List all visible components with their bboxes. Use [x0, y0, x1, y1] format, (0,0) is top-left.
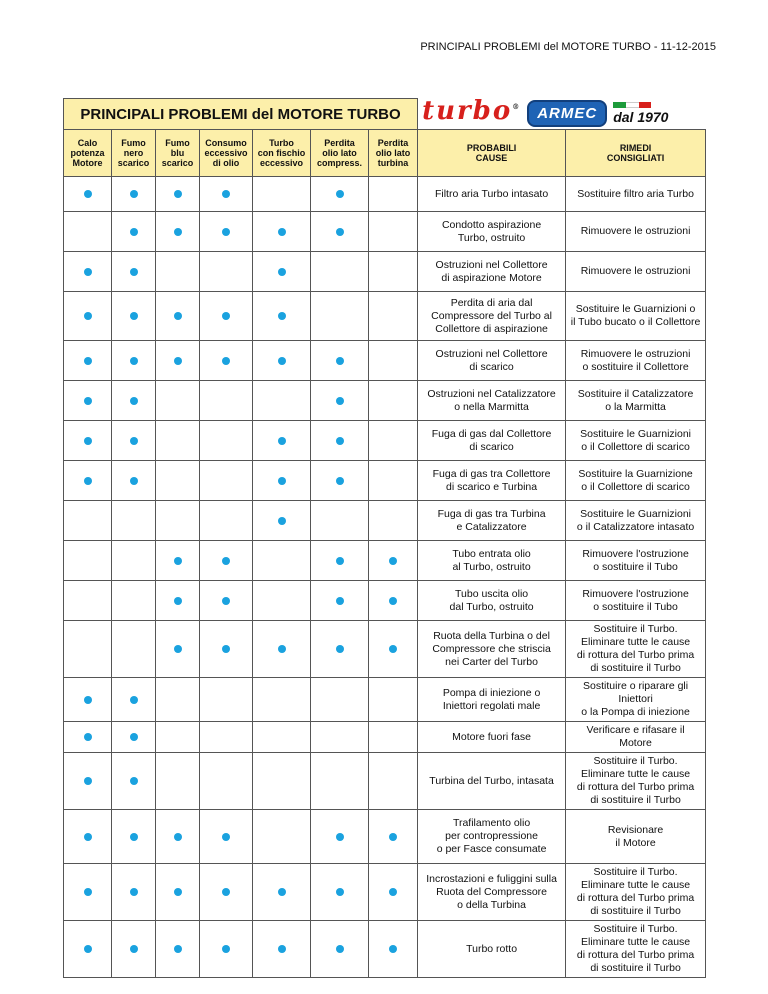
symptom-cell: [64, 252, 112, 292]
symptom-dot-icon: [222, 557, 230, 565]
symptom-dot-icon: [389, 597, 397, 605]
symptom-cell: [253, 921, 311, 978]
table-row: [64, 461, 706, 501]
symptom-cell: [156, 722, 200, 753]
symptom-dot-icon: [174, 833, 182, 841]
symptom-cell: [253, 461, 311, 501]
remedy-cell: Verificare e rifasare il Motore: [566, 722, 706, 753]
symptom-cell: [253, 212, 311, 252]
remedy-cell: Rimuovere l'ostruzione o sostituire il Tubo: [566, 581, 706, 621]
symptom-cell: [200, 864, 253, 921]
page-header: PRINCIPALI PROBLEMI del MOTORE TURBO - 11-12-2015: [420, 41, 716, 53]
symptom-cell: [156, 753, 200, 810]
symptom-cell: [200, 921, 253, 978]
symptom-cell: [253, 341, 311, 381]
symptom-cell: [112, 212, 156, 252]
symptom-dot-icon: [84, 696, 92, 704]
symptom-cell: [112, 292, 156, 341]
cause-cell: Fuga di gas dal Collettore di scarico: [418, 421, 566, 461]
symptom-header: Turbo con fischio eccessivo: [253, 130, 311, 177]
remedy-cell: Sostituire il Catalizzatore o la Marmitta: [566, 381, 706, 421]
cause-cell: Condotto aspirazione Turbo, ostruito: [418, 212, 566, 252]
symptom-dot-icon: [222, 190, 230, 198]
symptom-dot-icon: [222, 312, 230, 320]
symptom-dot-icon: [336, 477, 344, 485]
symptom-dot-icon: [130, 268, 138, 276]
symptom-dot-icon: [130, 397, 138, 405]
symptom-cell: [253, 421, 311, 461]
cause-cell: Turbina del Turbo, intasata: [418, 753, 566, 810]
cause-cell: Motore fuori fase: [418, 722, 566, 753]
symptom-dot-icon: [278, 357, 286, 365]
symptom-dot-icon: [222, 888, 230, 896]
symptom-cell: [64, 341, 112, 381]
symptom-cell: [311, 501, 369, 541]
symptom-dot-icon: [389, 557, 397, 565]
symptom-dot-icon: [278, 228, 286, 236]
symptom-cell: [311, 461, 369, 501]
symptom-cell: [64, 753, 112, 810]
symptom-cell: [369, 621, 418, 678]
symptom-cell: [156, 421, 200, 461]
symptom-dot-icon: [130, 477, 138, 485]
symptom-dot-icon: [389, 945, 397, 953]
symptom-cell: [64, 810, 112, 864]
symptom-cell: [311, 921, 369, 978]
cause-cell: Ostruzioni nel Catalizzatore o nella Marmitta: [418, 381, 566, 421]
remedy-cell: Rimuovere le ostruzioni: [566, 252, 706, 292]
symptom-cell: [311, 212, 369, 252]
symptom-cell: [64, 581, 112, 621]
symptom-cell: [200, 341, 253, 381]
cause-cell: Turbo rotto: [418, 921, 566, 978]
symptom-dot-icon: [222, 357, 230, 365]
symptom-dot-icon: [278, 312, 286, 320]
symptom-cell: [369, 541, 418, 581]
symptom-cell: [369, 810, 418, 864]
symptom-cell: [311, 621, 369, 678]
symptom-cell: [253, 177, 311, 212]
symptom-cell: [156, 292, 200, 341]
symptom-dot-icon: [278, 437, 286, 445]
symptom-cell: [369, 252, 418, 292]
symptom-dot-icon: [130, 888, 138, 896]
symptom-cell: [64, 421, 112, 461]
symptom-dot-icon: [336, 557, 344, 565]
symptom-dot-icon: [84, 777, 92, 785]
symptom-dot-icon: [84, 945, 92, 953]
symptom-dot-icon: [336, 645, 344, 653]
symptom-dot-icon: [174, 557, 182, 565]
symptom-dot-icon: [130, 312, 138, 320]
remedy-cell: Sostituire filtro aria Turbo: [566, 177, 706, 212]
symptom-dot-icon: [174, 312, 182, 320]
remedy-cell: Revisionare il Motore: [566, 810, 706, 864]
table-row: [64, 252, 706, 292]
symptom-dot-icon: [84, 397, 92, 405]
symptom-cell: [112, 381, 156, 421]
symptom-cell: [311, 341, 369, 381]
remedy-cell: Sostituire la Guarnizione o il Collettore di scarico: [566, 461, 706, 501]
symptom-cell: [253, 581, 311, 621]
table-row: [64, 421, 706, 461]
symptom-dot-icon: [336, 397, 344, 405]
symptom-cell: [112, 753, 156, 810]
symptom-cell: [112, 252, 156, 292]
symptom-dot-icon: [278, 888, 286, 896]
symptom-cell: [369, 177, 418, 212]
table-row: [64, 864, 706, 921]
symptom-cell: [156, 381, 200, 421]
remedy-cell: Rimuovere le ostruzioni: [566, 212, 706, 252]
symptom-cell: [369, 722, 418, 753]
symptom-dot-icon: [222, 645, 230, 653]
symptom-cell: [200, 292, 253, 341]
remedy-header: RIMEDI CONSIGLIATI: [566, 130, 706, 177]
symptom-dot-icon: [174, 945, 182, 953]
symptom-cell: [200, 501, 253, 541]
armec-logo: ARMEC: [527, 100, 607, 127]
symptom-cell: [64, 212, 112, 252]
cause-cell: Pompa di iniezione o Iniettori regolati male: [418, 678, 566, 722]
turbo-logo: turbo®: [422, 95, 522, 126]
symptom-cell: [369, 292, 418, 341]
symptom-dot-icon: [84, 190, 92, 198]
symptom-dot-icon: [130, 777, 138, 785]
cause-cell: Trafilamento olio per contropressione o per Fasce consumate: [418, 810, 566, 864]
symptom-cell: [200, 581, 253, 621]
remedy-cell: Sostituire o riparare gli Iniettori o la Pompa di iniezione: [566, 678, 706, 722]
symptom-cell: [156, 921, 200, 978]
symptom-cell: [156, 461, 200, 501]
cause-cell: Filtro aria Turbo intasato: [418, 177, 566, 212]
symptom-dot-icon: [336, 190, 344, 198]
symptom-cell: [156, 252, 200, 292]
symptom-dot-icon: [336, 437, 344, 445]
symptom-cell: [369, 581, 418, 621]
symptom-header: Calo potenza Motore: [64, 130, 112, 177]
symptom-cell: [369, 678, 418, 722]
table-row: [64, 678, 706, 722]
symptom-cell: [112, 921, 156, 978]
symptom-dot-icon: [84, 833, 92, 841]
symptom-dot-icon: [336, 357, 344, 365]
symptom-cell: [64, 292, 112, 341]
symptom-cell: [200, 678, 253, 722]
symptom-cell: [369, 341, 418, 381]
symptom-cell: [311, 581, 369, 621]
symptom-cell: [64, 921, 112, 978]
symptom-dot-icon: [336, 888, 344, 896]
table-row: [64, 753, 706, 810]
symptom-cell: [253, 864, 311, 921]
symptom-cell: [200, 381, 253, 421]
symptom-cell: [253, 381, 311, 421]
cause-cell: Tubo uscita olio dal Turbo, ostruito: [418, 581, 566, 621]
symptom-cell: [369, 921, 418, 978]
table-row: [64, 722, 706, 753]
symptom-dot-icon: [130, 945, 138, 953]
cause-cell: Incrostazioni e fuliggini sulla Ruota del Compressore o della Turbina: [418, 864, 566, 921]
troubleshooting-table: [63, 95, 706, 978]
symptom-header: Perdita olio lato compress.: [311, 130, 369, 177]
symptom-dot-icon: [84, 312, 92, 320]
symptom-cell: [311, 541, 369, 581]
table-row: [64, 921, 706, 978]
symptom-cell: [369, 753, 418, 810]
symptom-cell: [200, 177, 253, 212]
symptom-cell: [311, 864, 369, 921]
symptom-cell: [156, 212, 200, 252]
symptom-dot-icon: [278, 268, 286, 276]
remedy-cell: Sostituire le Guarnizioni o il Tubo bucato o il Collettore: [566, 292, 706, 341]
symptom-dot-icon: [278, 477, 286, 485]
symptom-dot-icon: [84, 357, 92, 365]
symptom-cell: [112, 421, 156, 461]
symptom-cell: [112, 678, 156, 722]
symptom-dot-icon: [84, 477, 92, 485]
table-title: PRINCIPALI PROBLEMI del MOTORE TURBO: [64, 99, 418, 130]
symptom-dot-icon: [130, 357, 138, 365]
symptom-cell: [112, 177, 156, 212]
symptom-dot-icon: [84, 268, 92, 276]
symptom-cell: [200, 810, 253, 864]
symptom-dot-icon: [222, 945, 230, 953]
cause-cell: Tubo entrata olio al Turbo, ostruito: [418, 541, 566, 581]
symptom-dot-icon: [174, 357, 182, 365]
symptom-cell: [253, 252, 311, 292]
table-row: [64, 177, 706, 212]
symptom-cell: [200, 541, 253, 581]
symptom-dot-icon: [389, 645, 397, 653]
table-row: [64, 621, 706, 678]
cause-cell: Ruota della Turbina o del Compressore che striscia nei Carter del Turbo: [418, 621, 566, 678]
symptom-dot-icon: [84, 733, 92, 741]
table-row: [64, 501, 706, 541]
symptom-cell: [253, 753, 311, 810]
symptom-cell: [112, 341, 156, 381]
table-body: [64, 177, 706, 978]
symptom-dot-icon: [278, 645, 286, 653]
symptom-cell: [200, 421, 253, 461]
symptom-cell: [64, 461, 112, 501]
symptom-cell: [369, 212, 418, 252]
symptom-header: Consumo eccessivo di olio: [200, 130, 253, 177]
symptom-dot-icon: [336, 833, 344, 841]
remedy-cell: Sostituire le Guarnizioni o il Collettore di scarico: [566, 421, 706, 461]
symptom-cell: [369, 421, 418, 461]
symptom-cell: [112, 581, 156, 621]
since-text: dal 1970: [613, 109, 669, 126]
symptom-cell: [253, 541, 311, 581]
symptom-cell: [200, 753, 253, 810]
symptom-cell: [253, 810, 311, 864]
symptom-dot-icon: [278, 945, 286, 953]
symptom-cell: [200, 252, 253, 292]
symptom-dot-icon: [174, 228, 182, 236]
symptom-cell: [112, 501, 156, 541]
symptom-dot-icon: [174, 190, 182, 198]
table-row: [64, 341, 706, 381]
symptom-cell: [311, 421, 369, 461]
cause-cell: Ostruzioni nel Collettore di scarico: [418, 341, 566, 381]
remedy-cell: Sostituire il Turbo. Eliminare tutte le cause di rottura del Turbo prima di sostituire il Turbo: [566, 753, 706, 810]
cause-cell: Perdita di aria dal Compressore del Turbo al Collettore di aspirazione: [418, 292, 566, 341]
symptom-cell: [156, 541, 200, 581]
cause-header: PROBABILI CAUSE: [418, 130, 566, 177]
remedy-cell: Sostituire il Turbo. Eliminare tutte le cause di rottura del Turbo prima di sostituire il Turbo: [566, 621, 706, 678]
symptom-cell: [112, 864, 156, 921]
symptom-dot-icon: [389, 833, 397, 841]
symptom-cell: [112, 461, 156, 501]
symptom-cell: [311, 177, 369, 212]
symptom-dot-icon: [222, 833, 230, 841]
symptom-header: Fumo blu scarico: [156, 130, 200, 177]
symptom-cell: [64, 864, 112, 921]
symptom-cell: [112, 621, 156, 678]
symptom-dot-icon: [130, 696, 138, 704]
symptom-cell: [64, 381, 112, 421]
symptom-dot-icon: [130, 228, 138, 236]
remedy-cell: Sostituire il Turbo. Eliminare tutte le cause di rottura del Turbo prima di sostituire il Turbo: [566, 864, 706, 921]
symptom-dot-icon: [130, 733, 138, 741]
troubleshooting-table-wrapper: [63, 95, 705, 978]
symptom-cell: [311, 722, 369, 753]
symptom-cell: [253, 621, 311, 678]
table-row: [64, 810, 706, 864]
symptom-cell: [156, 581, 200, 621]
symptom-cell: [156, 177, 200, 212]
symptom-cell: [64, 722, 112, 753]
symptom-dot-icon: [84, 437, 92, 445]
symptom-cell: [311, 753, 369, 810]
table-row: [64, 541, 706, 581]
symptom-cell: [112, 722, 156, 753]
symptom-cell: [311, 292, 369, 341]
symptom-cell: [369, 381, 418, 421]
symptom-cell: [112, 810, 156, 864]
symptom-dot-icon: [222, 228, 230, 236]
table-row: [64, 212, 706, 252]
table-row: [64, 381, 706, 421]
symptom-header: Perdita olio lato turbina: [369, 130, 418, 177]
symptom-dot-icon: [130, 190, 138, 198]
symptom-cell: [311, 252, 369, 292]
symptom-cell: [200, 212, 253, 252]
remedy-cell: Sostituire le Guarnizioni o il Catalizzatore intasato: [566, 501, 706, 541]
symptom-cell: [200, 461, 253, 501]
symptom-dot-icon: [174, 888, 182, 896]
symptom-cell: [156, 678, 200, 722]
since-badge: [613, 102, 668, 125]
italian-flag-icon: [613, 102, 651, 108]
symptom-dot-icon: [130, 833, 138, 841]
symptom-dot-icon: [278, 517, 286, 525]
symptom-cell: [369, 864, 418, 921]
symptom-cell: [64, 678, 112, 722]
remedy-cell: Sostituire il Turbo. Eliminare tutte le cause di rottura del Turbo prima di sostituire il Turbo: [566, 921, 706, 978]
symptom-cell: [200, 621, 253, 678]
symptom-cell: [156, 501, 200, 541]
remedy-cell: Rimuovere le ostruzioni o sostituire il Collettore: [566, 341, 706, 381]
symptom-dot-icon: [222, 597, 230, 605]
symptom-header: Fumo nero scarico: [112, 130, 156, 177]
symptom-cell: [156, 621, 200, 678]
symptom-cell: [369, 501, 418, 541]
symptom-cell: [253, 501, 311, 541]
symptom-cell: [156, 341, 200, 381]
symptom-dot-icon: [174, 597, 182, 605]
cause-cell: Fuga di gas tra Collettore di scarico e Turbina: [418, 461, 566, 501]
symptom-dot-icon: [336, 597, 344, 605]
symptom-cell: [112, 541, 156, 581]
symptom-cell: [253, 722, 311, 753]
symptom-cell: [64, 621, 112, 678]
symptom-dot-icon: [174, 645, 182, 653]
symptom-cell: [253, 292, 311, 341]
symptom-cell: [311, 810, 369, 864]
symptom-dot-icon: [84, 888, 92, 896]
symptom-cell: [64, 541, 112, 581]
cause-cell: Ostruzioni nel Collettore di aspirazione Motore: [418, 252, 566, 292]
symptom-cell: [156, 810, 200, 864]
symptom-cell: [311, 381, 369, 421]
symptom-cell: [64, 501, 112, 541]
table-row: [64, 581, 706, 621]
cause-cell: Fuga di gas tra Turbina e Catalizzatore: [418, 501, 566, 541]
symptom-dot-icon: [389, 888, 397, 896]
symptom-cell: [156, 864, 200, 921]
symptom-header-row: [64, 130, 706, 177]
brand-logos: [418, 95, 706, 130]
remedy-cell: Rimuovere l'ostruzione o sostituire il Tubo: [566, 541, 706, 581]
symptom-dot-icon: [130, 437, 138, 445]
symptom-cell: [64, 177, 112, 212]
symptom-cell: [311, 678, 369, 722]
registered-mark: ®: [512, 101, 522, 111]
symptom-cell: [253, 678, 311, 722]
symptom-cell: [200, 722, 253, 753]
symptom-cell: [369, 461, 418, 501]
table-row: [64, 292, 706, 341]
symptom-dot-icon: [336, 228, 344, 236]
symptom-dot-icon: [336, 945, 344, 953]
